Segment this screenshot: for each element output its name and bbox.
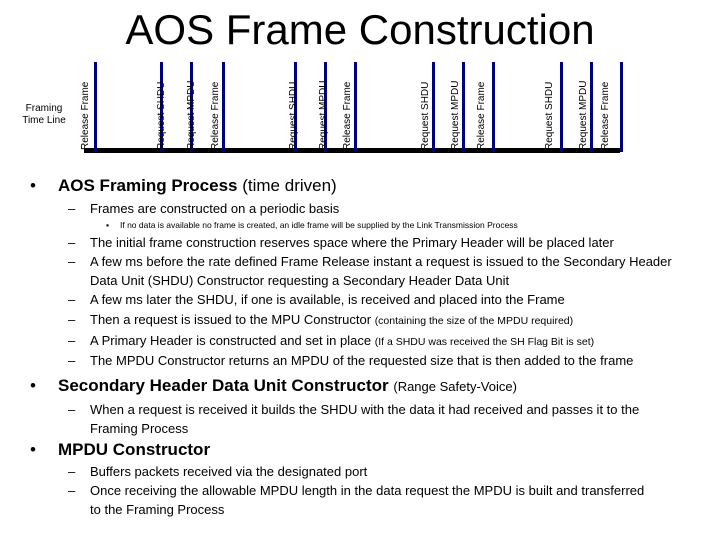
dash-symbol: –	[68, 483, 76, 498]
timeline-event-text: Release Frame	[210, 81, 221, 150]
sub-bullet-paren: (If a SHDU was received the SH Flag Bit is set)	[374, 336, 595, 348]
bullet-symbol: •	[30, 176, 36, 195]
sub-bullet-text: A Primary Header is constructed and set in place	[90, 333, 375, 348]
sub-bullet-paren: (containing the size of the MPDU required)	[374, 315, 574, 327]
dash-symbol: –	[68, 201, 76, 216]
dash-symbol: –	[68, 235, 76, 250]
bullet-heading: MPDU Constructor	[58, 440, 211, 459]
timeline-event-text: Release Frame	[476, 81, 487, 150]
sub-bullet-text: A few ms before the rate defined Frame Release instant a request is issued to the Secondary Header Data Unit (SHDU) Constructor requesting a Secondary Header Data Unit	[90, 254, 672, 288]
dash-symbol: –	[68, 292, 76, 307]
sub-bullet-text: The initial frame construction reserves space where the Primary Header will be placed later	[90, 235, 614, 250]
timeline-event-text: Request SHDU	[544, 81, 555, 150]
bullet-heading: Secondary Header Data Unit Constructor	[58, 376, 394, 395]
bullet-heading: AOS Framing Process	[58, 176, 243, 195]
timeline-event-text: Request MPDU	[450, 80, 461, 150]
square-bullet: ▪	[106, 220, 110, 230]
bullet-symbol: •	[30, 440, 36, 459]
sub-bullet-text: A few ms later the SHDU, if one is available, is received and placed into the Frame	[90, 292, 565, 307]
timeline-event-text: Request MPDU	[578, 80, 589, 150]
sub-bullet-text: Frames are constructed on a periodic basis	[90, 201, 340, 216]
sub-bullet-text: Then a request is issued to the MPU Constructor	[90, 312, 375, 327]
timeline-event-text: Request SHDU	[288, 81, 299, 150]
bullet-paren: (Range Safety-Voice)	[393, 379, 517, 394]
dash-symbol: –	[68, 333, 76, 348]
sub-bullet-text: Buffers packets received via the designated port	[90, 464, 368, 479]
timeline-event-text: Request SHDU	[156, 81, 167, 150]
timeline-event-text: Request SHDU	[420, 81, 431, 150]
dash-symbol: –	[68, 254, 76, 269]
dash-symbol: –	[68, 402, 76, 417]
bullet-paren: (time driven)	[242, 176, 337, 195]
dash-symbol: –	[68, 312, 76, 327]
timeline-event-text: Release Frame	[342, 81, 353, 150]
sub-bullet-text: Once receiving the allowable MPDU length in the data request the MPDU is built and transferred to the Framing Process	[90, 483, 645, 517]
sub-bullet-text: The MPDU Constructor returns an MPDU of the requested size that is then added to the frame	[90, 353, 634, 368]
dash-symbol: –	[68, 353, 76, 368]
bullet-symbol: •	[30, 376, 36, 395]
timeline-event-text: Request MPDU	[186, 80, 197, 150]
sub-bullet-text: When a request is received it builds the SHDU with the data it had received and passes it to the Framing Process	[90, 402, 640, 436]
dash-symbol: –	[68, 464, 76, 479]
slide-title: AOS Frame Construction	[125, 6, 595, 53]
note-text: If no data is available no frame is created, an idle frame will be supplied by the Link Transmission Process	[120, 220, 518, 230]
timeline-event-text: Release Frame	[80, 81, 91, 150]
timeline-event-text: Release Frame	[600, 81, 611, 150]
timeline-label: Framing Time Line	[22, 103, 66, 126]
timeline-event-text: Request MPDU	[318, 80, 329, 150]
